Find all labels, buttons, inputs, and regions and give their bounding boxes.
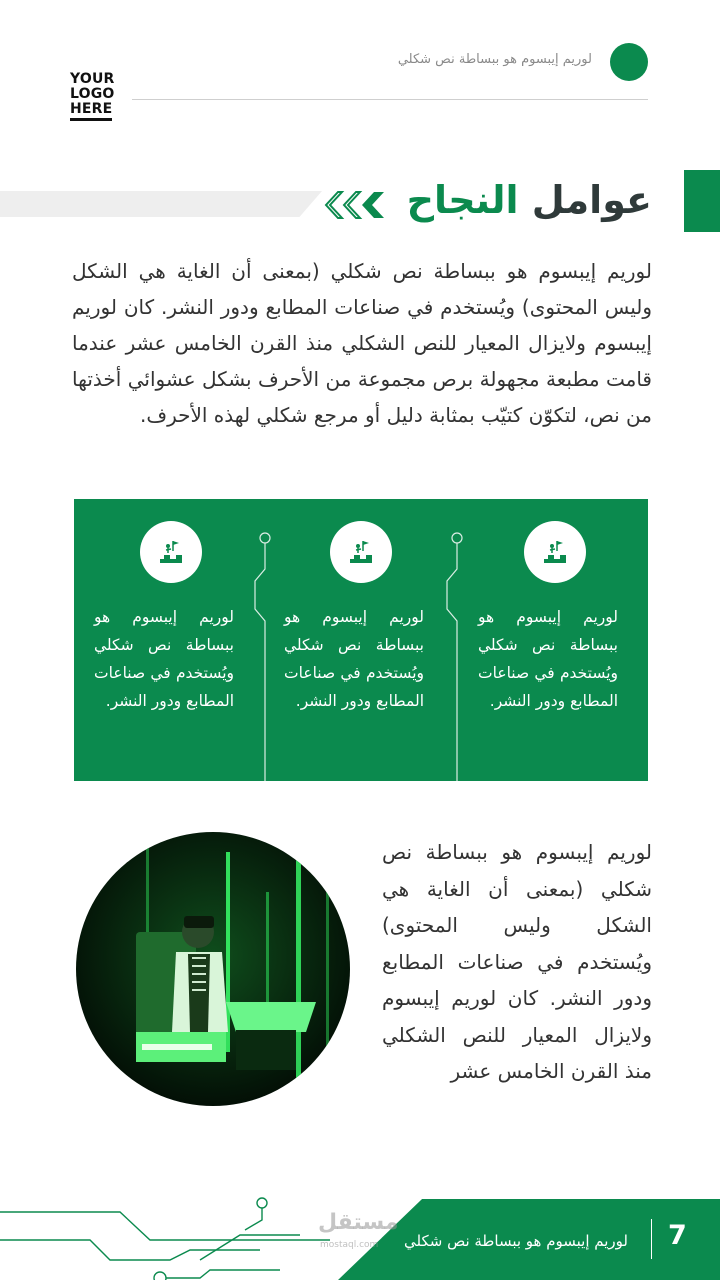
- header-tagline: لوريم إيبسوم هو ببساطة نص شكلي: [397, 52, 592, 67]
- column-3-text: لوريم إيبسوم هو ببساطة نص شكلي ويُستخدم في صناعات المطابع ودور النشر.: [94, 608, 234, 710]
- logo-line-3: HERE: [70, 102, 112, 121]
- title-band: [0, 191, 322, 217]
- logo: [70, 72, 130, 121]
- footer-tagline: لوريم إيبسوم هو ببساطة نص شكلي: [403, 1232, 628, 1250]
- header-divider: [132, 99, 648, 100]
- page-number: 7: [668, 1220, 687, 1251]
- column-1-icon: [524, 521, 586, 583]
- column-3-icon: [140, 521, 202, 583]
- watermark-url: mostaql.com: [320, 1240, 379, 1250]
- logo-line-1: YOUR: [70, 71, 115, 87]
- footer-separator: [651, 1219, 652, 1259]
- chevrons-icon: [324, 188, 390, 222]
- success-stairs-flag-icon: [156, 537, 186, 567]
- page-title: [407, 178, 652, 222]
- title-accent-block: [684, 170, 720, 232]
- feature-text: لوريم إيبسوم هو ببساطة نص شكلي (بمعنى أن الغاية هي الشكل وليس المحتوى) ويُستخدم في صناعات المطابع ودور النشر. كان لوريم إيبسوم ولايزال المعيار للنص الشكلي منذ القرن الخامس عشر: [382, 840, 652, 1083]
- success-stairs-flag-icon: [346, 537, 376, 567]
- vr-headset-person-photo: [76, 832, 350, 1106]
- intro-paragraph: لوريم إيبسوم هو ببساطة نص شكلي (بمعنى أن الغاية هي الشكل وليس المحتوى) ويُستخدم في صناعات المطابع ودور النشر. كان لوريم إيبسوم ولايزال المعيار للنص الشكلي منذ القرن الخامس عشر عندما قامت مطبعة مجهولة برص مجموعة من الأحرف بشكل عشوائي أخذتها من نص، لتكوّن كتيّب بمثابة دليل أو مرجع شكلي لهذه الأحرف.: [72, 259, 652, 427]
- title-accent: النجاح: [406, 178, 519, 222]
- column-2-icon: [330, 521, 392, 583]
- feature-photo: [76, 832, 350, 1106]
- column-1-text: لوريم إيبسوم هو ببساطة نص شكلي ويُستخدم في صناعات المطابع ودور النشر.: [478, 608, 618, 710]
- success-stairs-flag-icon: [540, 537, 570, 567]
- features-panel: [74, 499, 648, 781]
- watermark: مستقل: [318, 1210, 399, 1235]
- title-main: عوامل: [531, 178, 652, 222]
- logo-line-2: LOGO: [70, 86, 115, 102]
- header-dot: [610, 43, 648, 81]
- column-2-text: لوريم إيبسوم هو ببساطة نص شكلي ويُستخدم في صناعات المطابع ودور النشر.: [284, 608, 424, 710]
